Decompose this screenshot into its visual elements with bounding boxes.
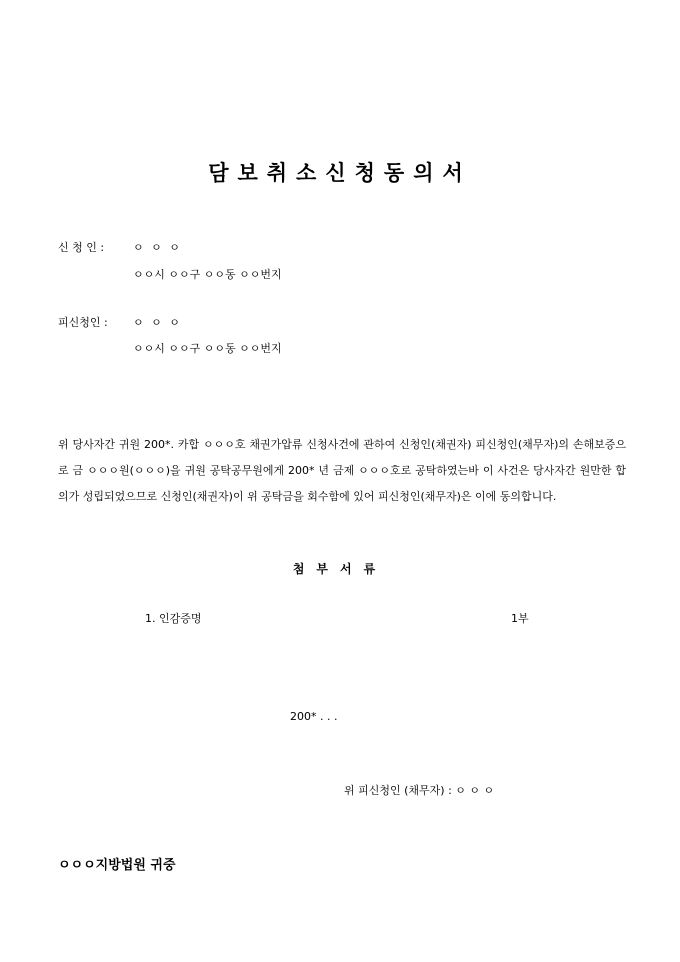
document-date: 200* . . . xyxy=(290,710,338,723)
applicant-address: ㅇㅇ시 ㅇㅇ구 ㅇㅇ동 ㅇㅇ번지 xyxy=(133,268,282,281)
attachment-item-count: 1부 xyxy=(511,612,529,625)
respondent-name: ㅇ ㅇ ㅇ xyxy=(133,316,182,329)
attachments-title: 첨부서류 xyxy=(292,562,388,576)
attachment-item-label: 1. 인감증명 xyxy=(145,612,202,625)
signature-line: 위 피신청인 (채무자) : ㅇ ㅇ ㅇ xyxy=(344,784,495,797)
court-addressee: ㅇㅇㅇ지방법원 귀중 xyxy=(58,858,176,873)
document-title: 담보취소신청동의서 xyxy=(208,161,472,185)
respondent-address: ㅇㅇ시 ㅇㅇ구 ㅇㅇ동 ㅇㅇ번지 xyxy=(133,342,282,355)
applicant-name: ㅇ ㅇ ㅇ xyxy=(133,241,182,254)
applicant-label: 신 청 인 : xyxy=(58,241,105,254)
document-body: 위 당사자간 귀원 200*. 카합 ㅇㅇㅇ호 채권가압류 신청사건에 관하여 신청인(채권자) 피신청인(채무자)의 손해보증으로 금 ㅇㅇㅇ원(ㅇㅇㅇ)을 귀원 공탁공무원에게 200* 년 금제 ㅇㅇㅇ호로 공탁하였는바 이 사건은 당사자간 원만한 합의가 성립되었으므로 신청인(채권자)이 위 공탁금을 회수함에 있어 피신청인(채무자)은 이에 동의합니다. xyxy=(58,438,626,503)
respondent-label: 피신청인 : xyxy=(58,316,108,329)
